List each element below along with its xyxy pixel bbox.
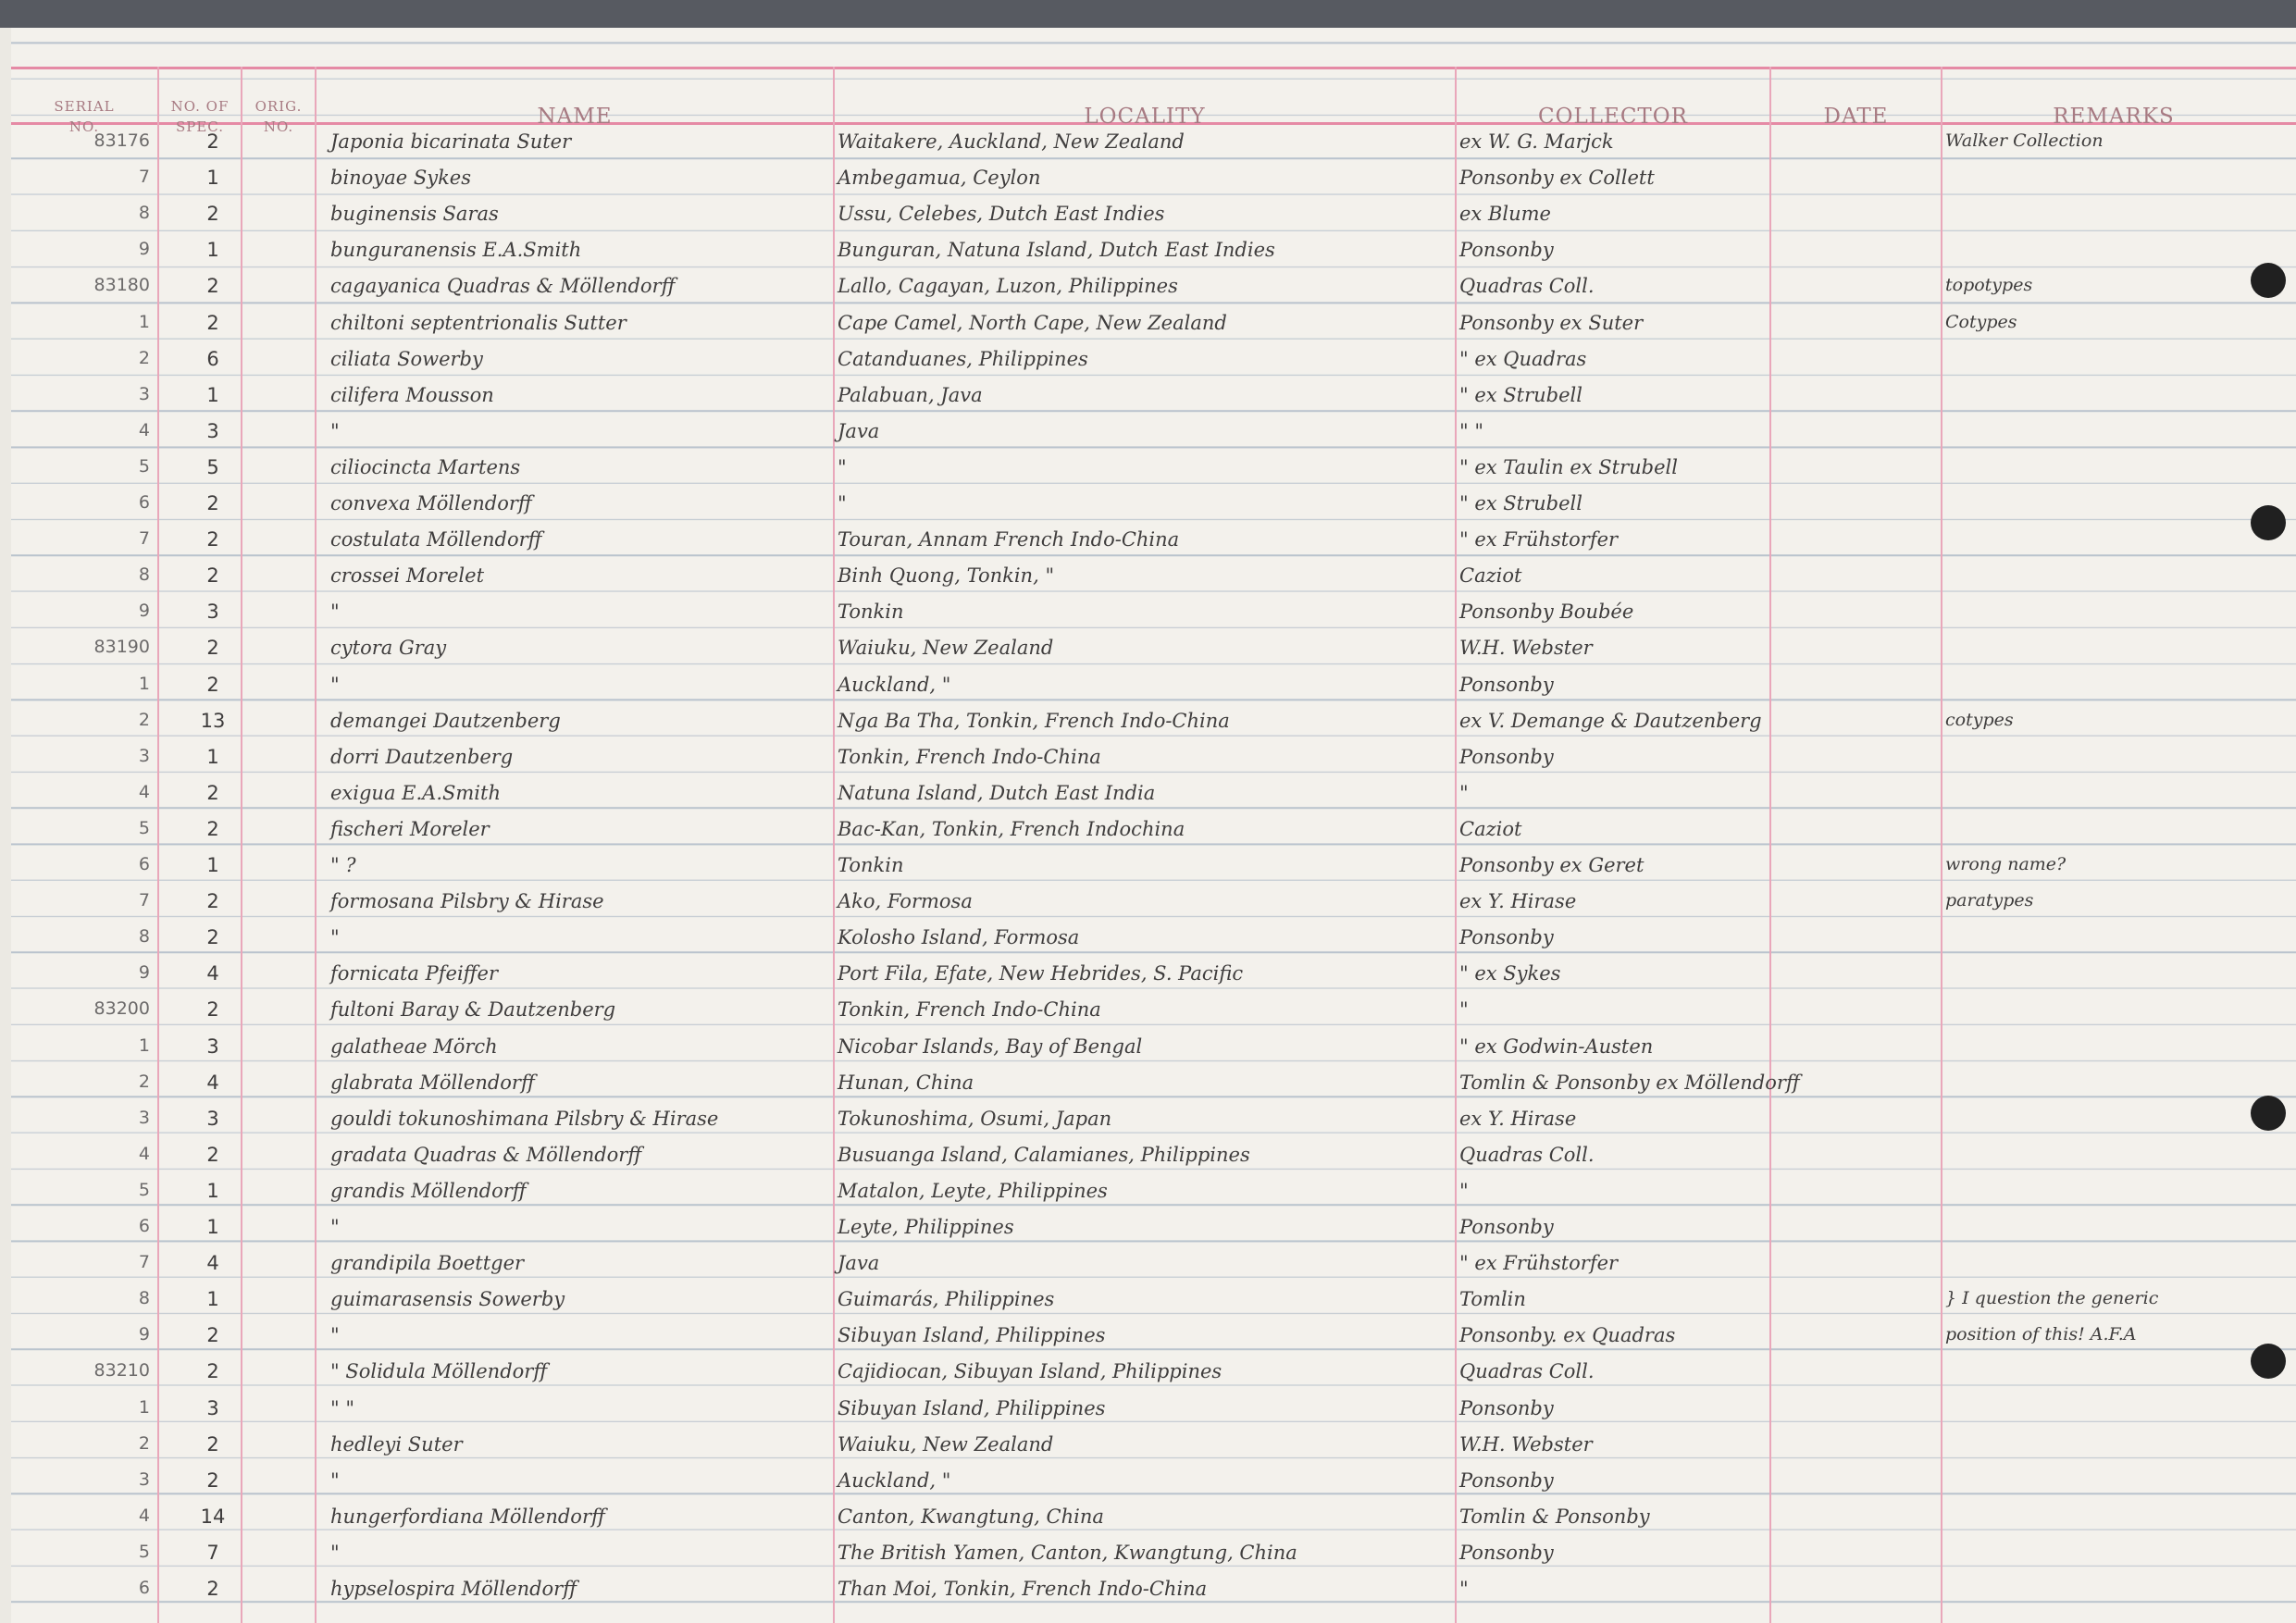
serial-no-cell: 3 (138, 383, 150, 404)
ledger-sheet (11, 28, 2296, 1623)
ledger-row (11, 1247, 2296, 1283)
serial-no-cell: 4 (138, 1143, 150, 1164)
punch-hole (2251, 263, 2286, 298)
species-name-cell: cytora Gray (330, 637, 447, 660)
serial-no-cell: 3 (138, 745, 150, 766)
serial-no-cell: 1 (138, 1035, 150, 1056)
species-name-cell: dorri Dautzenberg (330, 745, 514, 768)
locality-cell: Cajidiocan, Sibuyan Island, Philippines (838, 1360, 1222, 1383)
serial-no-cell: 3 (138, 1107, 150, 1128)
header-top-rule (11, 67, 2296, 69)
locality-cell: Tonkin, French Indo-China (838, 745, 1101, 768)
serial-no-cell: 8 (138, 1288, 150, 1309)
species-name-cell: glabrata Möllendorff (330, 1071, 535, 1094)
serial-no-cell: 5 (138, 455, 150, 477)
specimen-count-cell: 2 (206, 1432, 219, 1456)
ledger-row (11, 1573, 2296, 1609)
header-spec-line2: SPEC. (175, 118, 224, 135)
serial-no-cell: 5 (138, 1541, 150, 1562)
locality-cell: " (838, 492, 847, 514)
locality-cell: Kolosho Island, Formosa (838, 926, 1080, 949)
ledger-row (11, 632, 2296, 668)
collector-cell: Ponsonby (1459, 1541, 1554, 1564)
ledger-row (11, 488, 2296, 524)
collector-cell: Ponsonby (1459, 745, 1554, 768)
serial-no-cell: 4 (138, 419, 150, 440)
specimen-count-cell: 2 (206, 1143, 219, 1166)
remarks-cell: wrong name? (1945, 854, 2066, 874)
ledger-row (11, 1139, 2296, 1175)
header-remarks: REMARKS (2053, 105, 2175, 129)
locality-cell: Canton, Kwangtung, China (838, 1505, 1104, 1528)
collector-cell: " (1459, 781, 1469, 804)
collector-cell: Ponsonby (1459, 926, 1554, 949)
collector-cell: ex Y. Hirase (1459, 890, 1577, 913)
species-name-cell: crossei Morelet (330, 564, 485, 588)
collector-cell: Caziot (1459, 817, 1522, 840)
collector-cell: ex Blume (1459, 203, 1551, 226)
serial-no-cell: 7 (138, 167, 150, 188)
punch-hole (2251, 505, 2286, 540)
specimen-count-cell: 14 (200, 1505, 226, 1528)
locality-cell: Leyte, Philippines (838, 1216, 1014, 1238)
species-name-cell: buginensis Saras (330, 203, 499, 226)
ledger-row (11, 777, 2296, 813)
remarks-cell: Cotypes (1945, 311, 2017, 332)
ledger-row (11, 524, 2296, 560)
ledger-row (11, 1175, 2296, 1211)
serial-no-cell: 6 (138, 854, 150, 874)
specimen-count-cell: 1 (206, 745, 219, 768)
ledger-row (11, 669, 2296, 705)
species-name-cell: " (330, 1541, 340, 1564)
remarks-cell: cotypes (1945, 709, 2014, 730)
species-name-cell: fornicata Pfeiffer (330, 962, 499, 985)
specimen-count-cell: 4 (206, 962, 219, 985)
scanner-top-border (0, 0, 2296, 28)
ledger-row (11, 126, 2296, 162)
species-name-cell: formosana Pilsbry & Hirase (330, 890, 604, 913)
ledger-row (11, 1356, 2296, 1392)
collector-cell: " (1459, 998, 1469, 1022)
collector-cell: Ponsonby ex Geret (1459, 854, 1644, 876)
locality-cell: Nga Ba Tha, Tonkin, French Indo-China (838, 709, 1230, 732)
serial-no-cell: 2 (138, 1071, 150, 1092)
ledger-row (11, 162, 2296, 198)
header-serial-line2: NO. (68, 118, 100, 135)
locality-cell: The British Yamen, Canton, Kwangtung, China (838, 1541, 1297, 1564)
species-name-cell: " (330, 1216, 340, 1238)
locality-cell: Catanduanes, Philippines (838, 347, 1088, 370)
collector-cell: Tomlin (1459, 1288, 1526, 1311)
ledger-row (11, 741, 2296, 777)
locality-cell: Auckland, " (838, 673, 951, 696)
ledger-row (11, 1319, 2296, 1356)
serial-no-cell: 2 (138, 709, 150, 730)
collector-cell: Ponsonby ex Collett (1459, 167, 1655, 190)
remarks-cell: paratypes (1945, 890, 2034, 911)
collector-cell: Ponsonby (1459, 1468, 1554, 1492)
species-name-cell: hedleyi Suter (330, 1432, 463, 1456)
remarks-cell: position of this! A.F.A (1945, 1324, 2137, 1345)
serial-no-cell: 2 (138, 1432, 150, 1454)
locality-cell: Tokunoshima, Osumi, Japan (838, 1107, 1112, 1130)
species-name-cell: fischeri Moreler (330, 817, 490, 840)
locality-cell: Natuna Island, Dutch East India (838, 781, 1156, 804)
serial-no-cell: 1 (138, 1396, 150, 1418)
specimen-count-cell: 4 (206, 1252, 219, 1275)
locality-cell: Cape Camel, North Cape, New Zealand (838, 311, 1227, 334)
collector-cell: " ex Frühstorfer (1459, 1252, 1619, 1275)
locality-cell: Tonkin, French Indo-China (838, 998, 1101, 1022)
species-name-cell: gouldi tokunoshimana Pilsbry & Hirase (330, 1107, 719, 1130)
ledger-row (11, 343, 2296, 379)
collector-cell: Ponsonby (1459, 239, 1554, 262)
serial-no-cell: 1 (138, 673, 150, 694)
serial-no-cell: 7 (138, 1252, 150, 1273)
collector-cell: Caziot (1459, 564, 1522, 588)
specimen-count-cell: 1 (206, 1179, 219, 1202)
specimen-count-cell: 2 (206, 926, 219, 949)
specimen-count-cell: 2 (206, 275, 219, 298)
serial-no-cell: 6 (138, 1216, 150, 1236)
locality-cell: Sibuyan Island, Philippines (838, 1396, 1106, 1419)
specimen-count-cell: 2 (206, 564, 219, 588)
serial-no-cell: 6 (138, 1578, 150, 1598)
ledger-row (11, 1031, 2296, 1067)
ledger-row (11, 922, 2296, 958)
specimen-count-cell: 2 (206, 637, 219, 660)
ledger-row (11, 307, 2296, 343)
species-name-cell: " ? (330, 854, 356, 876)
specimen-count-cell: 6 (206, 347, 219, 370)
specimen-count-cell: 3 (206, 419, 219, 442)
specimen-count-cell: 2 (206, 1578, 219, 1600)
locality-cell: Guimarás, Philippines (838, 1288, 1055, 1311)
collector-cell: Ponsonby Boubée (1459, 601, 1634, 624)
serial-no-cell: 9 (138, 601, 150, 622)
locality-cell: " (838, 455, 847, 478)
ledger-row (11, 452, 2296, 488)
serial-no-cell: 4 (138, 1505, 150, 1526)
collector-cell: Ponsonby (1459, 673, 1554, 696)
locality-cell: Touran, Annam French Indo-China (838, 528, 1180, 551)
collector-cell: " ex Godwin-Austen (1459, 1035, 1654, 1058)
ledger-row (11, 994, 2296, 1030)
species-name-cell: costulata Möllendorff (330, 528, 542, 551)
header-orig-line2: NO. (263, 118, 294, 135)
collector-cell: Tomlin & Ponsonby ex Möllendorff (1459, 1071, 1800, 1094)
ledger-row (11, 1393, 2296, 1429)
specimen-count-cell: 13 (200, 709, 226, 732)
specimen-count-cell: 7 (206, 1541, 219, 1564)
species-name-cell: binoyae Sykes (330, 167, 471, 190)
serial-no-cell: 9 (138, 1324, 150, 1345)
specimen-count-cell: 3 (206, 601, 219, 624)
collector-cell: Ponsonby ex Suter (1459, 311, 1644, 334)
locality-cell: Tonkin (838, 601, 904, 624)
locality-cell: Auckland, " (838, 1468, 951, 1492)
locality-cell: Matalon, Leyte, Philippines (838, 1179, 1108, 1202)
collector-cell: Quadras Coll. (1459, 1360, 1595, 1383)
specimen-count-cell: 2 (206, 1468, 219, 1492)
specimen-count-cell: 1 (206, 1288, 219, 1311)
locality-cell: Binh Quong, Tonkin, " (838, 564, 1055, 588)
species-name-cell: " (330, 1468, 340, 1492)
specimen-count-cell: 1 (206, 1216, 219, 1238)
collector-cell: ex Y. Hirase (1459, 1107, 1577, 1130)
ledger-row (11, 1429, 2296, 1465)
collector-cell: Ponsonby (1459, 1396, 1554, 1419)
serial-no-cell: 2 (138, 347, 150, 368)
species-name-cell: cilifera Mousson (330, 383, 494, 406)
collector-cell: Ponsonby (1459, 1216, 1554, 1238)
ledger-row (11, 705, 2296, 741)
specimen-count-cell: 2 (206, 1360, 219, 1383)
collector-cell: " ex Taulin ex Strubell (1459, 455, 1678, 478)
remarks-cell: Walker Collection (1945, 130, 2104, 151)
species-name-cell: galatheae Mörch (330, 1035, 498, 1058)
serial-no-cell: 83210 (93, 1360, 150, 1381)
species-name-cell: " " (330, 1396, 354, 1419)
species-name-cell: demangei Dautzenberg (330, 709, 561, 732)
locality-cell: Java (838, 1252, 880, 1275)
specimen-count-cell: 2 (206, 203, 219, 226)
collector-cell: " (1459, 1578, 1469, 1600)
ledger-row (11, 1537, 2296, 1573)
collector-cell: " ex Strubell (1459, 383, 1582, 406)
serial-no-cell: 5 (138, 817, 150, 838)
serial-no-cell: 83190 (93, 637, 150, 658)
species-name-cell: chiltoni septentrionalis Sutter (330, 311, 627, 334)
serial-no-cell: 5 (138, 1179, 150, 1200)
locality-cell: Nicobar Islands, Bay of Bengal (838, 1035, 1143, 1058)
punch-hole (2251, 1096, 2286, 1131)
header-date: DATE (1823, 105, 1889, 129)
collector-cell: Quadras Coll. (1459, 1143, 1595, 1166)
species-name-cell: hypselospira Möllendorff (330, 1578, 577, 1600)
ledger-row (11, 1501, 2296, 1537)
locality-cell: Ako, Formosa (838, 890, 973, 913)
ledger-row (11, 1103, 2296, 1139)
collector-cell: " (1459, 1179, 1469, 1202)
ledger-row (11, 415, 2296, 452)
specimen-count-cell: 2 (206, 817, 219, 840)
species-name-cell: " (330, 601, 340, 624)
ledger-row (11, 886, 2296, 922)
ledger-row (11, 234, 2296, 270)
species-name-cell: gradata Quadras & Möllendorff (330, 1143, 642, 1166)
collector-cell: " " (1459, 419, 1483, 442)
locality-cell: Lallo, Cagayan, Luzon, Philippines (838, 275, 1178, 298)
specimen-count-cell: 4 (206, 1071, 219, 1094)
serial-no-cell: 1 (138, 311, 150, 332)
ledger-row (11, 379, 2296, 415)
header-spec-line1: NO. OF (170, 98, 230, 115)
ledger-row (11, 1067, 2296, 1103)
locality-cell: Busuanga Island, Calamianes, Philippines (838, 1143, 1250, 1166)
ledger-row (11, 270, 2296, 306)
header-collector: COLLECTOR (1538, 105, 1688, 129)
ledger-row (11, 849, 2296, 886)
specimen-count-cell: 1 (206, 383, 219, 406)
collector-cell: W.H. Webster (1459, 1432, 1593, 1456)
species-name-cell: " (330, 419, 340, 442)
ledger-row (11, 1211, 2296, 1247)
specimen-count-cell: 3 (206, 1035, 219, 1058)
specimen-count-cell: 2 (206, 781, 219, 804)
specimen-count-cell: 1 (206, 854, 219, 876)
species-name-cell: convexa Möllendorff (330, 492, 532, 514)
remarks-cell: } I question the generic (1945, 1288, 2159, 1309)
serial-no-cell: 9 (138, 962, 150, 984)
species-name-cell: ciliocincta Martens (330, 455, 521, 478)
serial-no-cell: 8 (138, 203, 150, 224)
serial-no-cell: 3 (138, 1468, 150, 1490)
locality-cell: Palabuan, Java (838, 383, 983, 406)
species-name-cell: grandis Möllendorff (330, 1179, 527, 1202)
locality-cell: Tonkin (838, 854, 904, 876)
species-name-cell: grandipila Boettger (330, 1252, 525, 1275)
ledger-row (11, 560, 2296, 596)
specimen-count-cell: 2 (206, 998, 219, 1022)
species-name-cell: " (330, 926, 340, 949)
collector-cell: W.H. Webster (1459, 637, 1593, 660)
ledger-row (11, 596, 2296, 632)
specimen-count-cell: 2 (206, 492, 219, 514)
collector-cell: Ponsonby. ex Quadras (1459, 1324, 1676, 1347)
ledger-row (11, 813, 2296, 849)
punch-hole (2251, 1344, 2286, 1379)
species-name-cell: guimarasensis Sowerby (330, 1288, 565, 1311)
specimen-count-cell: 5 (206, 455, 219, 478)
locality-cell: Hunan, China (838, 1071, 974, 1094)
specimen-count-cell: 2 (206, 311, 219, 334)
specimen-count-cell: 1 (206, 239, 219, 262)
collector-cell: " ex Quadras (1459, 347, 1587, 370)
ledger-row (11, 198, 2296, 234)
serial-no-cell: 4 (138, 781, 150, 802)
serial-no-cell: 7 (138, 890, 150, 911)
collector-cell: ex W. G. Marjck (1459, 130, 1614, 153)
locality-cell: Bunguran, Natuna Island, Dutch East Indies (838, 239, 1275, 262)
locality-cell: Java (838, 419, 880, 442)
species-name-cell: ciliata Sowerby (330, 347, 483, 370)
specimen-count-cell: 2 (206, 1324, 219, 1347)
locality-cell: Port Fila, Efate, New Hebrides, S. Pacific (838, 962, 1244, 985)
serial-no-cell: 83176 (93, 130, 150, 151)
header-name: NAME (537, 105, 613, 129)
specimen-count-cell: 3 (206, 1107, 219, 1130)
serial-no-cell: 6 (138, 492, 150, 513)
collector-cell: " ex Frühstorfer (1459, 528, 1619, 551)
species-name-cell: Japonia bicarinata Suter (330, 130, 572, 153)
locality-cell: Than Moi, Tonkin, French Indo-China (838, 1578, 1208, 1600)
header-locality: LOCALITY (1084, 105, 1206, 129)
species-name-cell: exigua E.A.Smith (330, 781, 501, 804)
ledger-row (11, 958, 2296, 994)
species-name-cell: cagayanica Quadras & Möllendorff (330, 275, 676, 298)
locality-cell: Waiuku, New Zealand (838, 637, 1054, 660)
locality-cell: Ussu, Celebes, Dutch East Indies (838, 203, 1165, 226)
specimen-count-cell: 3 (206, 1396, 219, 1419)
collector-cell: Quadras Coll. (1459, 275, 1595, 298)
header-orig-line1: ORIG. (254, 98, 303, 115)
ledger-row (11, 1465, 2296, 1501)
collector-cell: " ex Strubell (1459, 492, 1582, 514)
serial-no-cell: 83180 (93, 275, 150, 296)
remarks-cell: topotypes (1945, 275, 2033, 296)
collector-cell: ex V. Demange & Dautzenberg (1459, 709, 1762, 732)
serial-no-cell: 7 (138, 528, 150, 550)
species-name-cell: " (330, 1324, 340, 1347)
species-name-cell: bunguranensis E.A.Smith (330, 239, 582, 262)
collector-cell: " ex Sykes (1459, 962, 1561, 985)
species-name-cell: " Solidula Möllendorff (330, 1360, 548, 1383)
specimen-count-cell: 2 (206, 673, 219, 696)
locality-cell: Sibuyan Island, Philippines (838, 1324, 1106, 1347)
specimen-count-cell: 2 (206, 130, 219, 153)
species-name-cell: " (330, 673, 340, 696)
serial-no-cell: 8 (138, 926, 150, 948)
locality-cell: Ambegamua, Ceylon (838, 167, 1041, 190)
specimen-count-cell: 1 (206, 167, 219, 190)
species-name-cell: fultoni Baray & Dautzenberg (330, 998, 616, 1022)
collector-cell: Tomlin & Ponsonby (1459, 1505, 1650, 1528)
specimen-count-cell: 2 (206, 890, 219, 913)
specimen-count-cell: 2 (206, 528, 219, 551)
locality-cell: Waitakere, Auckland, New Zealand (838, 130, 1185, 153)
locality-cell: Waiuku, New Zealand (838, 1432, 1054, 1456)
serial-no-cell: 83200 (93, 998, 150, 1020)
serial-no-cell: 9 (138, 239, 150, 260)
ledger-row (11, 1283, 2296, 1319)
species-name-cell: hungerfordiana Möllendorff (330, 1505, 605, 1528)
serial-no-cell: 8 (138, 564, 150, 586)
header-serial-line1: SERIAL (54, 98, 115, 115)
locality-cell: Bac-Kan, Tonkin, French Indochina (838, 817, 1185, 840)
